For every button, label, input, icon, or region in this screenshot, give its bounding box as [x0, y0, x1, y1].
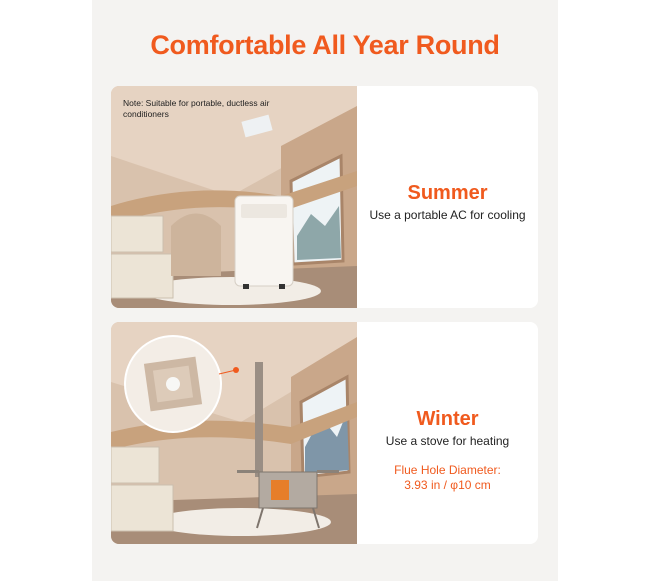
summer-heading: Summer [407, 182, 488, 204]
summer-card [111, 86, 538, 308]
summer-note: Note: Suitable for portable, ductless air conditioners [123, 98, 270, 119]
winter-heading: Winter [416, 408, 479, 430]
page-title: Comfortable All Year Round [150, 30, 500, 60]
winter-photo [111, 322, 357, 544]
winter-card [111, 322, 538, 544]
flue-diameter-label: Flue Hole Diameter: [394, 463, 501, 477]
flue-diameter-value: 3.93 in / φ10 cm [404, 478, 491, 492]
summer-description: Use a portable AC for cooling [369, 208, 526, 222]
winter-description: Use a stove for heating [385, 434, 510, 448]
summer-photo [111, 86, 357, 308]
summer-text [357, 86, 538, 308]
winter-text [357, 322, 538, 544]
